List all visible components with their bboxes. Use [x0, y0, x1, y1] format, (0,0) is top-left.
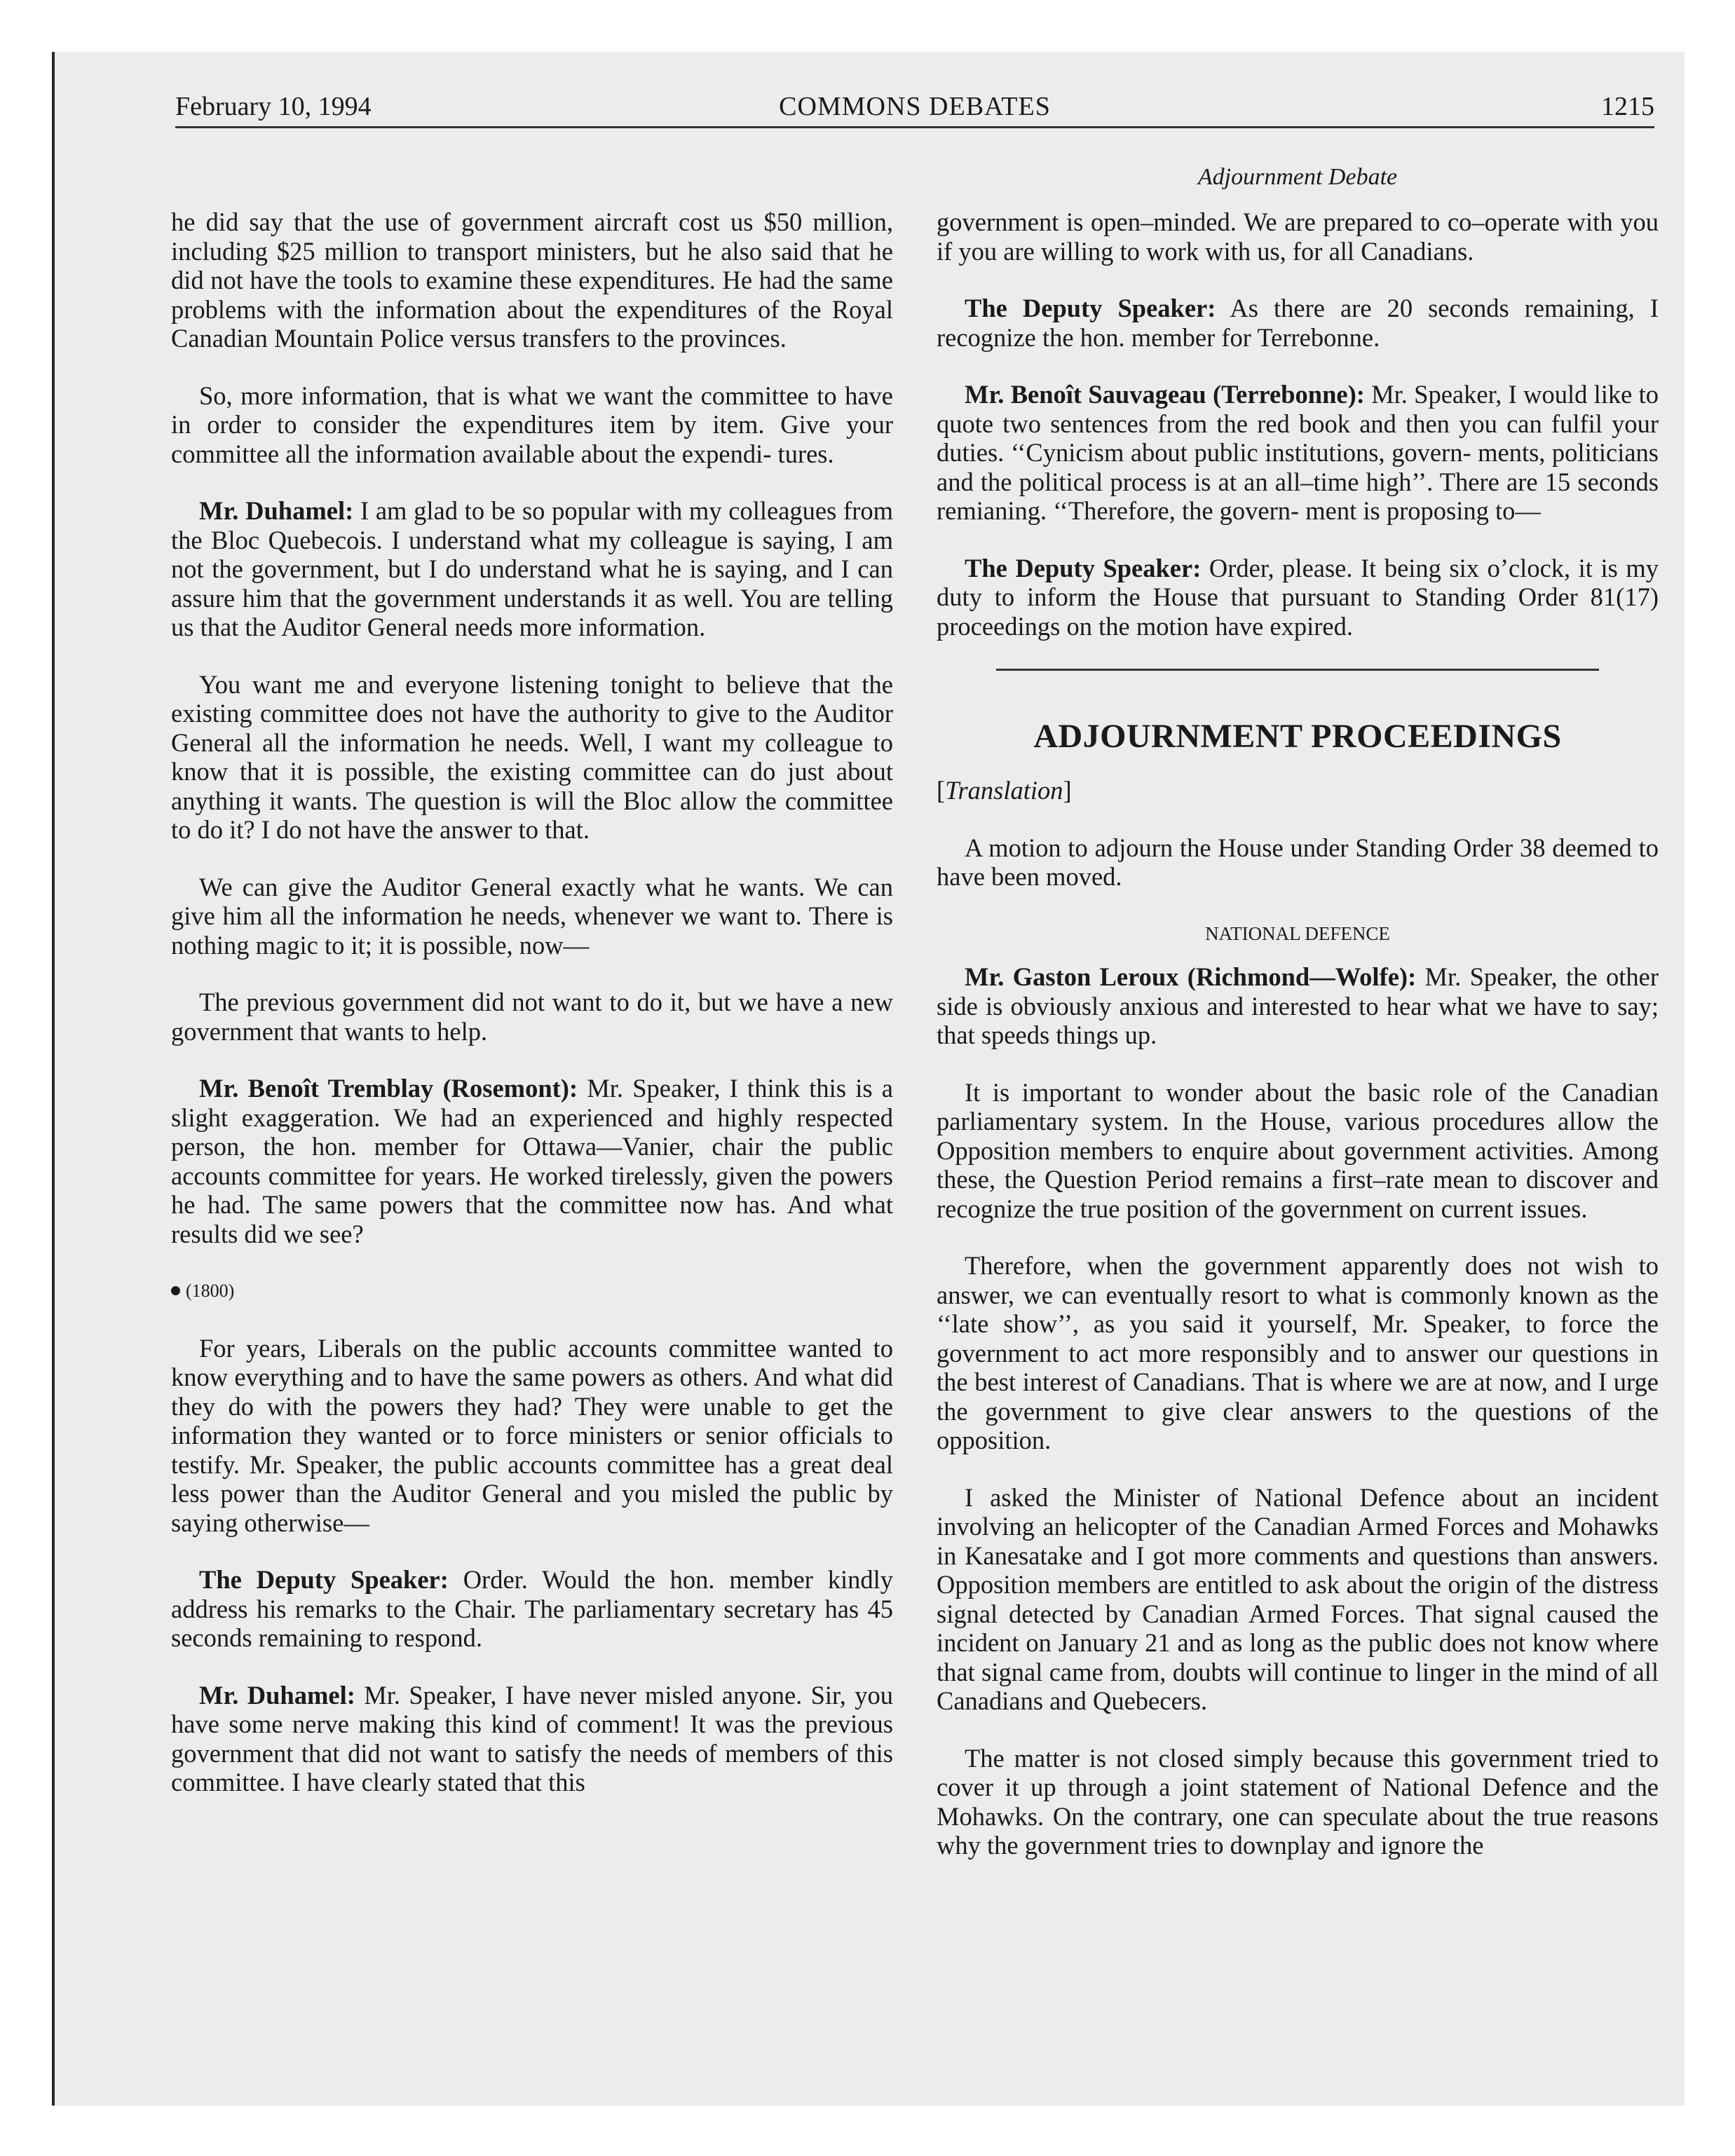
- paragraph: It is important to wonder about the basic role of the Canadian parliamentary system. In the House, various procedures allow the Opposition members to enquire about government activities. Among these, the Question Period remains a first–rate mean to discover and recognize the true position of the government on current issues.: [937, 1077, 1659, 1223]
- paragraph: I asked the Minister of National Defence about an incident involving an helicopter of the Canadian Armed Forces and Mohawks in Kanesatake and I got more comments and questions than answers. Opposition members are entitled to ask about the origin of the distress signal detected by Canadian Armed Forces. That signal caused the incident on January 21 and as long as the public does not know where that signal came from, doubts will continue to linger in the mind of all Canadians and Quebecers.: [937, 1482, 1659, 1715]
- speech-text: As there are 20 seconds remaining, I recognize the hon. member for Terrebonne.: [937, 294, 1659, 352]
- speech-paragraph: [171, 1565, 893, 1653]
- bullet-icon: [171, 1286, 180, 1295]
- running-header: [175, 87, 1654, 128]
- speech-text: Mr. Speaker, I think this is a slight exaggeration. We had an experienced and highly respected person, the hon. member for Ottawa—Vanier, chair the public accounts committee for years. He worked tirelessly, given the powers he had. The same powers that the committee now has. And what results did we see?: [171, 1074, 893, 1248]
- header-title: COMMONS DEBATES: [779, 92, 1051, 121]
- paragraph: government is open–minded. We are prepared to co–operate with you if you are willing to work with us, for all Canadians.: [937, 207, 1659, 266]
- speaker-name: Mr. Duhamel:: [199, 1680, 355, 1710]
- header-date: February 10, 1994: [175, 92, 372, 121]
- speech-paragraph: [937, 962, 1659, 1050]
- section-divider: [996, 669, 1599, 671]
- speaker-name: The Deputy Speaker:: [199, 1565, 449, 1594]
- speech-paragraph: [171, 1681, 893, 1797]
- speech-text: Mr. Speaker, the other side is obviously anxious and interested to hear what we have to say; that speeds things up.: [937, 962, 1659, 1049]
- speaker-name: Mr. Duhamel:: [199, 496, 354, 525]
- speaker-name: Mr. Gaston Leroux (Richmond—Wolfe):: [965, 962, 1417, 991]
- right-column: [937, 207, 1659, 1860]
- header-page-number: 1215: [1601, 92, 1654, 121]
- paragraph: Therefore, when the government apparently does not wish to answer, we can eventually resort to what is commonly known as the ‘‘late show’’, as you said it yourself, Mr. Speaker, to force the government to act more responsibly and to answer our questions in the best interest of Canadians. That is where we are at now, and I urge the government to give clear answers to the questions of the opposition.: [937, 1251, 1659, 1454]
- subheading: NATIONAL DEFENCE: [1205, 922, 1390, 944]
- section-title: ADJOURNMENT PROCEEDINGS: [1033, 718, 1562, 755]
- speech-paragraph: [937, 294, 1659, 352]
- paragraph: You want me and everyone listening tonight to believe that the existing committee does not have the authority to give to the Auditor General all the information he needs. Well, I want my colleague to know that it is possible, the existing committee can do just about anything it wants. The question is will the Bloc allow the committee to do it? I do not have the answer to that.: [171, 669, 893, 844]
- speech-text: Order. Would the hon. member kindly address his remarks to the Chair. The parliamentary secretary has 45 seconds remaining to respond.: [171, 1565, 893, 1652]
- speaker-name: Mr. Benoît Tremblay (Rosemont):: [199, 1074, 578, 1103]
- speaker-name: The Deputy Speaker:: [965, 553, 1202, 582]
- speech-text: Order, please. It being six o’clock, it is my duty to inform the House that pursuant to Standing Order 81(17) proceedings on the motion have expired.: [937, 553, 1659, 641]
- paragraph: he did say that the use of government aircraft cost us $50 million, including $25 million to transport ministers, but he also said that he did not have the tools to examine these expenditures. He had the same problems with the information about the expenditures of the Royal Canadian Mountain Police versus transfers to the provinces.: [171, 207, 893, 353]
- translation-note: [Translation]: [937, 776, 1072, 805]
- speaker-name: Mr. Benoît Sauvageau (Terrebonne):: [965, 380, 1365, 409]
- speaker-name: The Deputy Speaker:: [965, 294, 1216, 322]
- time-marker: [171, 1276, 893, 1306]
- speech-paragraph: [937, 380, 1659, 526]
- paragraph: For years, Liberals on the public accounts committee wanted to know everything and to have the same powers as others. And what did they do with the powers they had? They were unable to get the information they wanted or to force ministers or senior officials to testify. Mr. Speaker, the public accounts committee has a great deal less power than the Auditor General and you misled the public by saying otherwise—: [171, 1333, 893, 1537]
- paragraph: We can give the Auditor General exactly what he wants. We can give him all the information he needs, whenever we want to. There is nothing magic to it; it is possible, now—: [171, 872, 893, 960]
- left-column: [171, 207, 893, 1797]
- translation-label: Translation: [945, 776, 1063, 805]
- paragraph: So, more information, that is what we want the committee to have in order to consider the expenditures item by item. Give your committee all the information available about the expendi- tures.: [171, 381, 893, 468]
- speech-paragraph: [171, 496, 893, 642]
- paragraph: The previous government did not want to do it, but we have a new government that wants to help.: [171, 988, 893, 1046]
- speech-paragraph: [937, 554, 1659, 641]
- time-marker-text: (1800): [186, 1281, 235, 1301]
- speech-text: Mr. Speaker, I would like to quote two sentences from the red book and then you can fulfil your duties. ‘‘Cynicism about public institutions, govern- ments, politicians and the political process is at an all–time high’’. There are 15 seconds remianing. ‘‘Therefore, the govern- ment is proposing to—: [937, 380, 1659, 525]
- speech-text: I am glad to be so popular with my colleagues from the Bloc Quebecois. I understand what my colleague is saying, I am not the government, but I do understand what he is saying, and I can assure him that the government understands it as well. You are telling us that the Auditor General needs more information.: [171, 496, 893, 641]
- speech-text: Mr. Speaker, I have never misled anyone. Sir, you have some nerve making this kind of comment! It was the previous government that did not want to satisfy the needs of members of this committee. I have clearly stated that this: [171, 1680, 893, 1796]
- paragraph: A motion to adjourn the House under Standing Order 38 deemed to have been moved.: [937, 833, 1659, 891]
- right-column-heading: Adjournment Debate: [1197, 164, 1398, 190]
- speech-paragraph: [171, 1074, 893, 1248]
- paragraph: The matter is not closed simply because this government tried to cover it up through a joint statement of National Defence and the Mohawks. On the contrary, one can speculate about the true reasons why the government tries to downplay and ignore the: [937, 1743, 1659, 1860]
